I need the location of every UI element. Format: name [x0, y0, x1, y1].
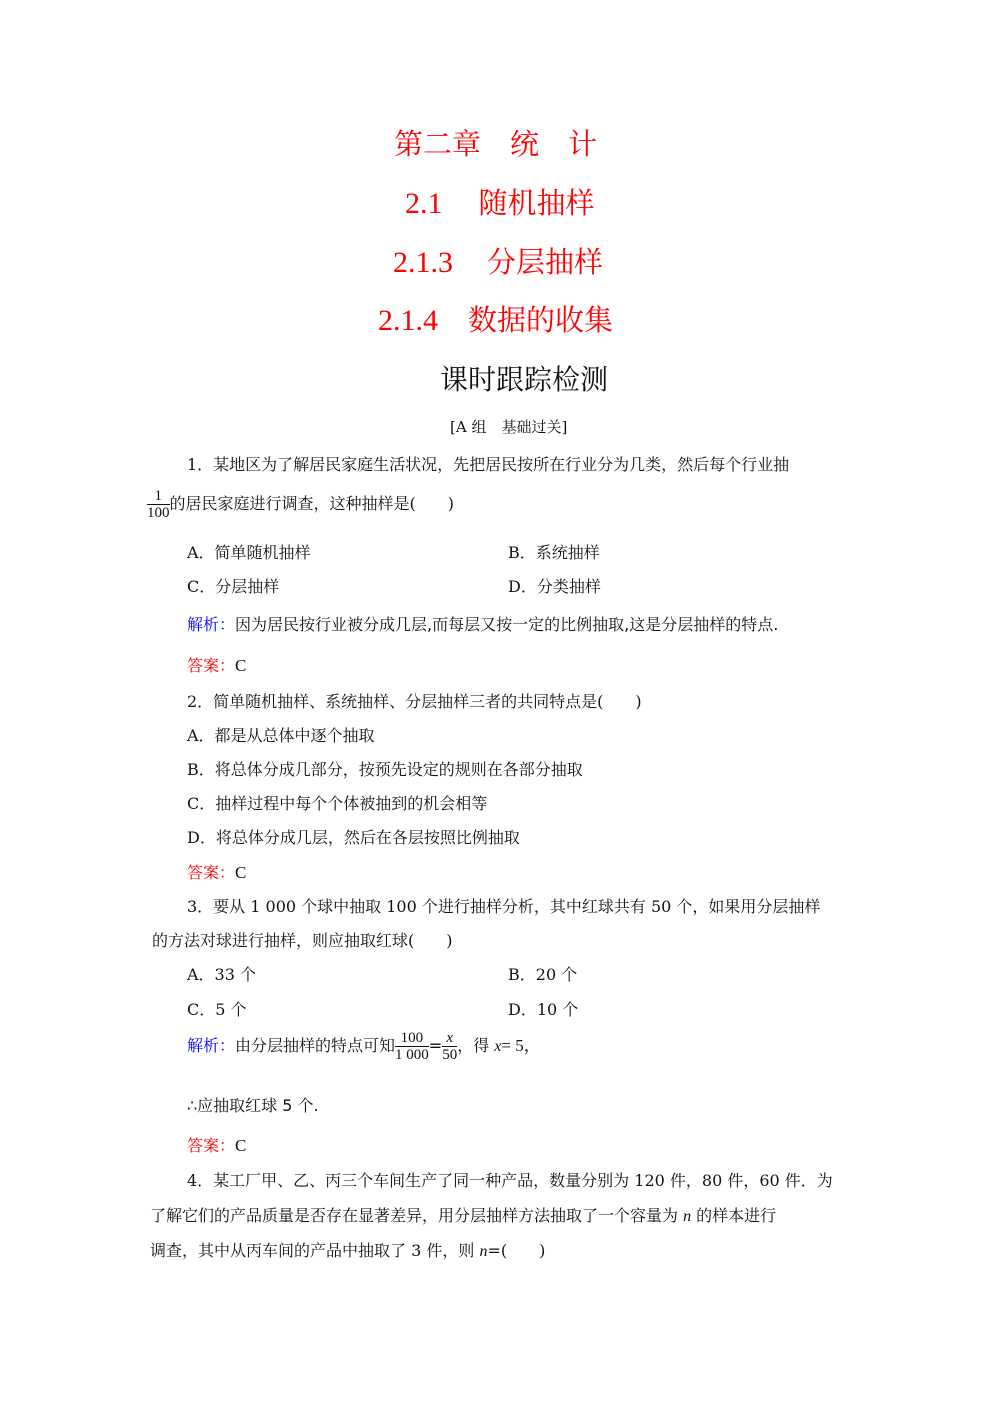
subsection-title-1	[393, 240, 603, 281]
q1-stem-text: 的居民家庭进行调查，这种抽样是( )	[169, 494, 454, 513]
q2-option-d: D．将总体分成几层，然后在各层按照比例抽取	[187, 828, 520, 847]
q3-fraction-1	[395, 1030, 429, 1063]
q1-option-a: A．简单随机抽样	[187, 543, 311, 562]
q3-stem-line2: 的方法对球进行抽样，则应抽取红球( )	[152, 931, 453, 950]
subsection-number-1: 2.1.3	[393, 246, 453, 279]
group-label: [A 组 基础过关]	[450, 418, 568, 436]
chapter-title-text: 第二章 统 计	[394, 127, 598, 161]
q3-result-var: x	[494, 1038, 502, 1055]
answer-label: 答案：	[187, 863, 236, 882]
q2-answer	[187, 860, 246, 883]
q3-frac2-numerator: x	[446, 1030, 454, 1046]
q2-option-c: C．抽样过程中每个个体被抽到的机会相等	[187, 794, 488, 813]
q3-conclusion: ∴应抽取红球 5 个.	[187, 1096, 319, 1115]
q1-frac-denominator: 100	[147, 505, 170, 521]
chapter-title	[394, 122, 597, 163]
q4-var-n: n	[683, 1208, 692, 1225]
q3-stem-line1: 3．要从 1 000 个球中抽取 100 个进行抽样分析，其中红球共有 50 个，如果用分层抽样	[187, 897, 821, 916]
q3-answer-value: C	[235, 1136, 247, 1155]
answer-label: 答案：	[187, 656, 236, 675]
subsection-title-text-2: 数据的收集	[468, 303, 614, 337]
q4-line2-text: 了解它们的产品质量是否存在显著差异，用分层抽样方法抽取了一个容量为	[150, 1206, 684, 1225]
q1-frac-numerator: 1	[147, 488, 170, 505]
q3-option-c: C．5 个	[187, 1000, 247, 1019]
q4-var-n-2: n	[479, 1243, 488, 1260]
q3-frac1-denominator: 1 000	[395, 1047, 429, 1063]
q1-fraction	[147, 488, 170, 521]
q1-answer	[187, 653, 246, 676]
section-number: 2.1	[405, 187, 443, 220]
q1-stem-line1: 1．某地区为了解居民家庭生活状况，先把居民按所在行业分为几类，然后每个行业抽	[187, 455, 790, 474]
q2-option-a: A．都是从总体中逐个抽取	[187, 726, 375, 745]
q3-option-a: A．33 个	[187, 965, 257, 984]
q3-frac1-numerator: 100	[395, 1030, 429, 1047]
q3-result-value: = 5，	[501, 1036, 541, 1055]
subtitle: 课时跟踪检测	[440, 363, 609, 396]
q3-equals: =	[428, 1036, 443, 1055]
q1-stem-line2	[147, 488, 454, 521]
q4-line3-text: 调查，其中从丙车间的产品中抽取了 3 件，则	[150, 1241, 480, 1260]
q4-line3-post: =( )	[487, 1241, 546, 1260]
q1-analysis	[187, 612, 778, 635]
analysis-label: 解析：	[187, 1036, 236, 1055]
q3-frac2-denominator: 50	[442, 1047, 458, 1063]
q1-option-c: C．分层抽样	[187, 577, 280, 596]
q3-fraction-2	[442, 1030, 457, 1063]
subsection-title-2	[378, 298, 613, 339]
q3-answer	[187, 1133, 246, 1156]
q4-line2-post: 的样本进行	[691, 1206, 777, 1225]
q1-answer-value: C	[235, 656, 247, 675]
q2-answer-value: C	[235, 863, 247, 882]
q3-analysis-text: 由分层抽样的特点可知	[235, 1036, 396, 1055]
q2-stem: 2．简单随机抽样、系统抽样、分层抽样三者的共同特点是( )	[187, 692, 642, 711]
q1-analysis-text: 因为居民按行业被分成几层,而每层又按一定的比例抽取,这是分层抽样的特点.	[235, 615, 779, 634]
q4-stem-line1: 4．某工厂甲、乙、丙三个车间生产了同一种产品，数量分别为 120 件，80 件，60 件．为	[187, 1171, 833, 1190]
q4-stem-line2	[150, 1203, 776, 1226]
answer-label: 答案：	[187, 1136, 236, 1155]
section-title-text: 随机抽样	[478, 186, 595, 220]
subsection-title-text-1: 分层抽样	[487, 245, 604, 279]
section-title	[405, 181, 595, 222]
q2-option-b: B．将总体分成几部分，按预先设定的规则在各部分抽取	[187, 760, 583, 779]
q3-option-d: D．10 个	[508, 1000, 579, 1019]
q1-option-b: B．系统抽样	[508, 543, 600, 562]
q4-stem-line3	[150, 1238, 545, 1261]
q3-option-b: B．20 个	[508, 965, 578, 984]
q1-option-d: D．分类抽样	[508, 577, 601, 596]
subsection-number-2: 2.1.4	[378, 304, 438, 337]
q3-analysis	[187, 1030, 541, 1063]
q3-analysis-post: ，得	[457, 1036, 495, 1055]
analysis-label: 解析：	[187, 615, 236, 634]
